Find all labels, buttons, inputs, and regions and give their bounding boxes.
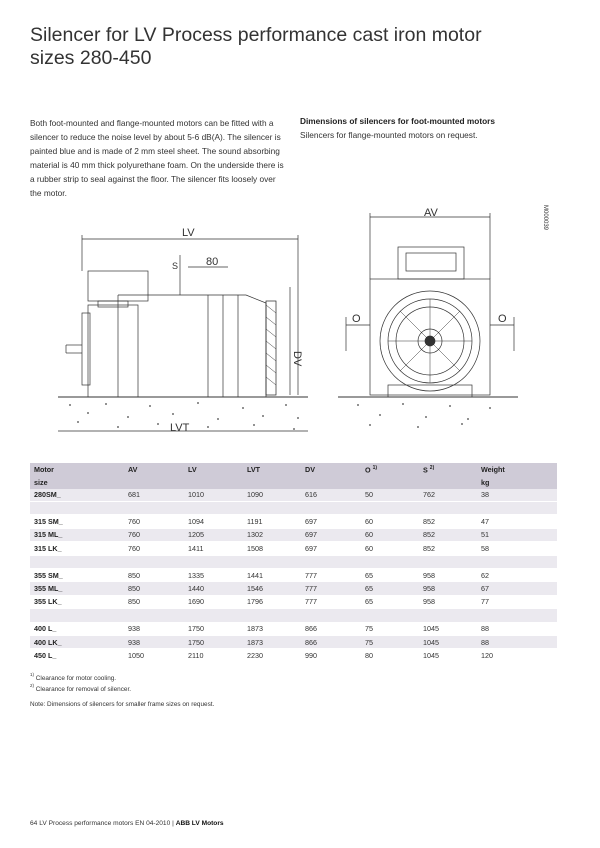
- o-right-label: O: [498, 313, 507, 325]
- silencer-dimension-drawing: [58, 205, 528, 437]
- figure-id: M000039: [542, 205, 548, 231]
- cell-o: 60: [365, 530, 373, 540]
- cell-dv: 616: [305, 490, 317, 500]
- header-kg: kg: [481, 477, 490, 487]
- cell-s: 958: [423, 584, 435, 594]
- table-row: [30, 515, 557, 528]
- cell-motor: 400 LK_: [34, 637, 62, 647]
- dimensions-heading: Dimensions of silencers for foot-mounted motors: [300, 116, 495, 126]
- cell-s: 1045: [423, 624, 439, 634]
- cell-motor: 315 LK_: [34, 543, 62, 553]
- cell-dv: 866: [305, 637, 317, 647]
- table-row: [30, 542, 557, 555]
- table-row: [30, 568, 557, 581]
- cell-lvt: 1546: [247, 584, 263, 594]
- cell-dv: 990: [305, 650, 317, 660]
- cell-motor: 355 SM_: [34, 570, 63, 580]
- cell-lv: 1750: [188, 637, 204, 647]
- header-o: O $^{1)}$: [365, 464, 378, 475]
- cell-dv: 697: [305, 530, 317, 540]
- table-row: [30, 489, 557, 502]
- cell-motor: 355 LK_: [34, 597, 62, 607]
- table-note: Note: Dimensions of silencers for smaller frame sizes on request.: [30, 701, 215, 708]
- cell-lvt: 1873: [247, 624, 263, 634]
- cell-dv: 777: [305, 584, 317, 594]
- cell-lv: 1440: [188, 584, 204, 594]
- header-weight: Weight: [481, 464, 505, 474]
- cell-lv: 1010: [188, 490, 204, 500]
- cell-av: 760: [128, 530, 140, 540]
- cell-lvt: 1191: [247, 517, 263, 527]
- table-spacer-row: [30, 609, 557, 622]
- cell-lv: 1205: [188, 530, 204, 540]
- cell-motor: 450 L_: [34, 650, 57, 660]
- page-footer: 64 LV Process performance motors EN 04-2010 | ABB LV Motors: [30, 820, 224, 827]
- cell-s: 958: [423, 597, 435, 607]
- lv-label: LV: [182, 227, 195, 239]
- cell-s: 762: [423, 490, 435, 500]
- page-title: Silencer for LV Process performance cast iron motor sizes 280-450: [30, 24, 482, 69]
- cell-weight: 88: [481, 637, 489, 647]
- cell-lvt: 1441: [247, 570, 263, 580]
- cell-lv: 1335: [188, 570, 204, 580]
- table-spacer-row: [30, 501, 557, 514]
- cell-lvt: 1302: [247, 530, 263, 540]
- cell-lv: 1094: [188, 517, 204, 527]
- footnote-1: $^{1)}$ Clearance for motor cooling.: [30, 672, 117, 682]
- side-view: [58, 235, 308, 431]
- table-row: [30, 595, 557, 608]
- cell-lv: 2110: [188, 650, 204, 660]
- header-motor: Motor: [34, 464, 54, 474]
- floor-hatching-end: [357, 403, 491, 428]
- cell-o: 65: [365, 584, 373, 594]
- table-spacer-row: [30, 555, 557, 568]
- cell-weight: 47: [481, 517, 489, 527]
- cell-av: 938: [128, 624, 140, 634]
- cell-weight: 67: [481, 584, 489, 594]
- cell-o: 60: [365, 517, 373, 527]
- cell-av: 681: [128, 490, 140, 500]
- cell-lvt: 1508: [247, 543, 263, 553]
- cell-dv: 777: [305, 597, 317, 607]
- s-label: S: [172, 261, 179, 271]
- cell-lvt: 1090: [247, 490, 263, 500]
- cell-weight: 58: [481, 543, 489, 553]
- table-row: [30, 622, 557, 635]
- cell-s: 958: [423, 570, 435, 580]
- cell-s: 852: [423, 517, 435, 527]
- cell-weight: 77: [481, 597, 489, 607]
- footnote-2: $^{2)}$ Clearance for removal of silencer.: [30, 683, 131, 693]
- cell-lv: 1750: [188, 624, 204, 634]
- table-row: [30, 649, 557, 662]
- cell-motor: 355 ML_: [34, 584, 63, 594]
- cell-o: 60: [365, 543, 373, 553]
- table-row: [30, 635, 557, 648]
- header-lvt: LVT: [247, 464, 261, 474]
- cell-motor: 280SM_: [34, 490, 61, 500]
- cell-lv: 1411: [188, 543, 204, 553]
- cell-weight: 38: [481, 490, 489, 500]
- dimensions-subtitle: Silencers for flange-mounted motors on request.: [300, 130, 478, 140]
- intro-paragraph: Both foot-mounted and flange-mounted motors can be fitted with a silencer to reduce the noise level by about 5-6 dB(A). The silencer is painted blue and is made of 2 mm steel sheet. The sound absorbing material is 40 mm thick polyurethane foam. On the underside there is a rubber strip to seal against the floor. The silencer fits loosely over the motor.: [30, 118, 284, 198]
- cell-av: 1050: [128, 650, 144, 660]
- cell-lvt: 1873: [247, 637, 263, 647]
- table-header-row-2: [30, 476, 557, 489]
- cell-s: 1045: [423, 637, 439, 647]
- cell-dv: 866: [305, 624, 317, 634]
- end-view: [338, 213, 518, 428]
- av-label: AV: [424, 207, 438, 219]
- cell-motor: 315 SM_: [34, 517, 63, 527]
- cell-lv: 1690: [188, 597, 204, 607]
- cell-lvt: 2230: [247, 650, 263, 660]
- cell-av: 850: [128, 584, 140, 594]
- brand-name: ABB LV Motors: [175, 820, 224, 827]
- cell-av: 850: [128, 570, 140, 580]
- document-name: LV Process performance motors EN 04-2010: [39, 820, 171, 827]
- s-value-label: 80: [206, 256, 219, 268]
- cell-av: 760: [128, 543, 140, 553]
- cell-weight: 120: [481, 650, 493, 660]
- header-lv: LV: [188, 464, 197, 474]
- cell-motor: 400 L_: [34, 624, 57, 634]
- cell-dv: 697: [305, 517, 317, 527]
- page-number: 64: [30, 820, 38, 827]
- cell-lvt: 1796: [247, 597, 263, 607]
- cell-dv: 777: [305, 570, 317, 580]
- table-row: [30, 528, 557, 541]
- o-left-label: O: [352, 313, 361, 325]
- cell-o: 80: [365, 650, 373, 660]
- cell-weight: 62: [481, 570, 489, 580]
- cell-o: 75: [365, 624, 373, 634]
- header-av: AV: [128, 464, 138, 474]
- header-dv: DV: [305, 464, 315, 474]
- cell-weight: 51: [481, 530, 489, 540]
- cell-o: 65: [365, 570, 373, 580]
- table-row: [30, 582, 557, 595]
- header-s: S $^{2)}$: [423, 464, 435, 475]
- cell-dv: 697: [305, 543, 317, 553]
- table-header-row: [30, 463, 557, 476]
- cell-motor: 315 ML_: [34, 530, 63, 540]
- cell-s: 1045: [423, 650, 439, 660]
- cell-av: 938: [128, 637, 140, 647]
- table-body: [30, 489, 557, 663]
- header-size: size: [34, 477, 48, 487]
- cell-o: 65: [365, 597, 373, 607]
- cell-s: 852: [423, 543, 435, 553]
- cell-av: 760: [128, 517, 140, 527]
- dimensions-table: [30, 463, 557, 663]
- dv-label: DV: [291, 351, 303, 367]
- cell-s: 852: [423, 530, 435, 540]
- cell-o: 75: [365, 637, 373, 647]
- cell-weight: 88: [481, 624, 489, 634]
- cell-av: 850: [128, 597, 140, 607]
- cell-o: 50: [365, 490, 373, 500]
- lvt-label: LVT: [170, 422, 190, 434]
